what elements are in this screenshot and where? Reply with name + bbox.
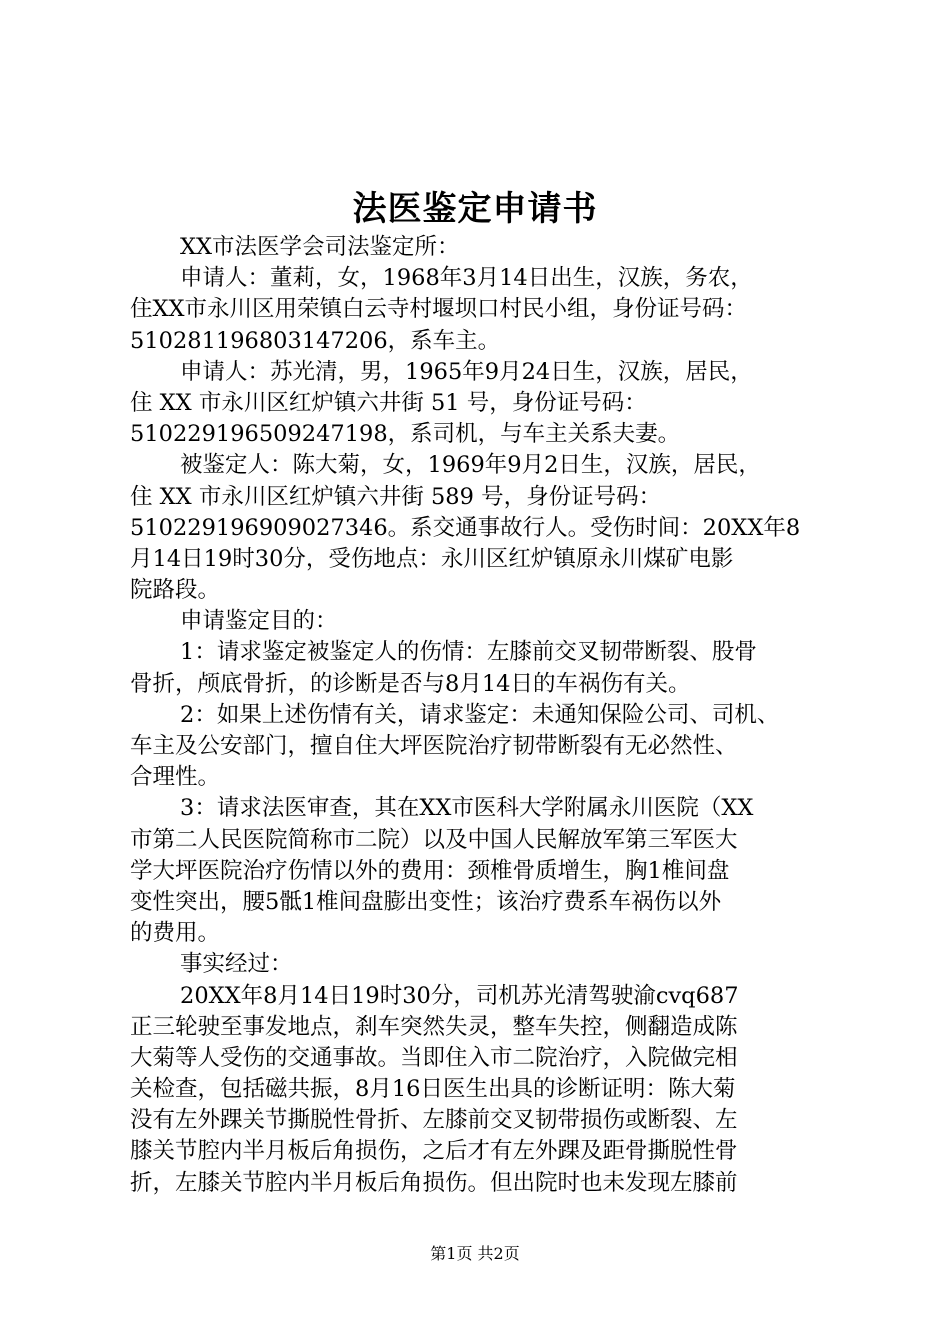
text-line: 被鉴定人：陈大菊，女，1969年9月2日生，汉族，居民，	[180, 452, 761, 479]
text-line: 3：请求法医审查，其在XX市医科大学附属永川医院（XX	[180, 795, 754, 822]
text-line: 申请鉴定目的：	[180, 608, 338, 635]
page-title: 法医鉴定申请书	[352, 189, 598, 229]
text-line: 学大坪医院治疗伤情以外的费用：颈椎骨质增生，胸1椎间盘	[130, 857, 730, 884]
text-line: XX市法医学会司法鉴定所：	[180, 234, 460, 260]
text-line: 膝关节腔内半月板后角损伤，之后才有左外踝及距骨撕脱性骨	[130, 1138, 738, 1165]
document-body	[130, 232, 830, 1199]
text-line: 关检查，包括磁共振，8月16日医生出具的诊断证明：陈大菊	[130, 1076, 736, 1103]
text-line: 折，左膝关节腔内半月板后角损伤。但出院时也未发现左膝前	[130, 1169, 738, 1196]
text-line: 1：请求鉴定被鉴定人的伤情：左膝前交叉韧带断裂、股骨	[180, 639, 757, 666]
text-line: 的费用。	[130, 920, 221, 947]
text-line: 院路段。	[130, 577, 221, 604]
text-line: 510281196803147206，系车主。	[130, 327, 501, 354]
text-line: 骨折，颅底骨折，的诊断是否与8月14日的车祸伤有关。	[130, 670, 691, 697]
page-footer: 第1页 共2页	[430, 1244, 520, 1263]
text-line: 合理性。	[130, 764, 221, 791]
text-line: 市第二人民医院简称市二院）以及中国人民解放军第三军医大	[130, 826, 738, 853]
text-line: 车主及公安部门，擅自住大坪医院治疗韧带断裂有无必然性、	[130, 733, 738, 759]
text-line: 住XX市永川区用荣镇白云寺村堰坝口村民小组，身份证号码：	[130, 296, 748, 323]
text-line: 正三轮驶至事发地点，刹车突然失灵，整车失控，侧翻造成陈	[130, 1013, 738, 1040]
text-line: 住 XX 市永川区红炉镇六井街 589 号，身份证号码：	[130, 483, 662, 510]
text-line: 申请人：董莉，女，1968年3月14日出生，汉族，务农，	[180, 265, 753, 292]
text-line: 2：如果上述伤情有关，请求鉴定：未通知保险公司、司机、	[180, 701, 780, 728]
text-line: 大菊等人受伤的交通事故。当即住入市二院治疗，入院做完相	[130, 1044, 738, 1071]
text-line: 510229196509247198，系司机，与车主关系夫妻。	[130, 421, 681, 448]
text-line: 申请人：苏光清，男，1965年9月24日生，汉族，居民，	[180, 358, 753, 385]
text-line: 510229196909027346。系交通事故行人。受伤时间：20XX年8	[130, 514, 801, 541]
text-line: 20XX年8月14日19时30分，司机苏光清驾驶渝cvq687	[180, 982, 739, 1009]
text-line: 住 XX 市永川区红炉镇六井街 51 号，身份证号码：	[130, 389, 647, 416]
text-line: 月14日19时30分，受伤地点：永川区红炉镇原永川煤矿电影	[130, 545, 734, 572]
text-line: 变性突出，腰5骶1椎间盘膨出变性；该治疗费系车祸伤以外	[130, 888, 722, 915]
text-line: 没有左外踝关节撕脱性骨折、左膝前交叉韧带损伤或断裂、左	[130, 1107, 738, 1134]
text-line: 事实经过：	[180, 951, 293, 978]
